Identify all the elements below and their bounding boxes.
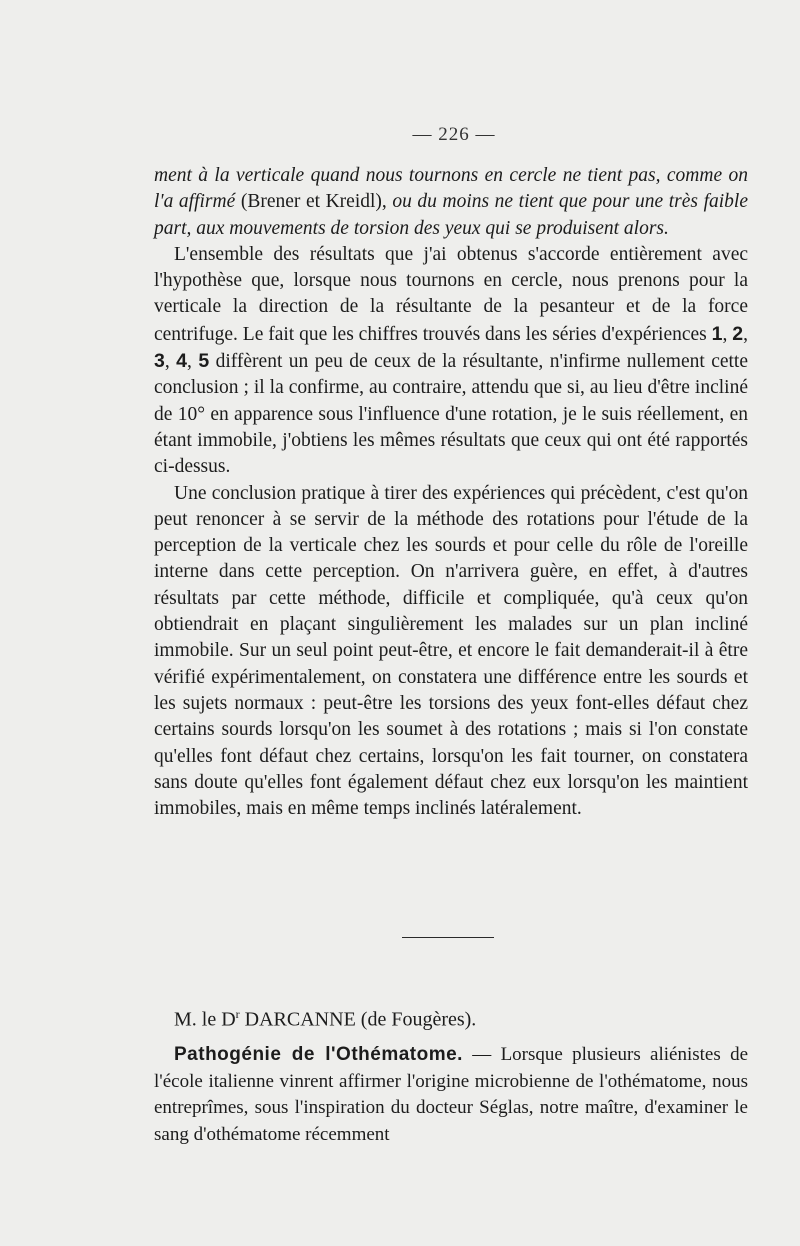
italic-text: ment à la verticale quand nous tournons en cercle ne tient pas, comme on l'a affirmé [154, 165, 748, 213]
section-divider [402, 937, 494, 938]
article-start [154, 1042, 748, 1148]
citation-text: (Brener et Kreidl), [235, 191, 393, 213]
separator: , [187, 351, 199, 373]
page-number: — 226 — [412, 124, 496, 145]
separator: , [743, 323, 748, 345]
paragraph-text: L'ensemble des résultats que j'ai obtenus s'accorde entièrement avec l'hypothèse que, lorsque nous tournons en cercle, nous prenons pour la verticale la direction de la résultante de la pesanteur et de la force centrifuge. Le fait que les chiffres trouvés dans les séries d'expériences [154, 243, 748, 345]
series-number: 3 [154, 350, 165, 373]
series-number: 5 [198, 350, 210, 373]
paragraph-text: diffèrent un peu de ceux de la résultante, n'infirme nullement cette conclusion ; il la confirme, au contraire, attendu que si, au lieu d'être incliné de 10° en apparence sous l'influence d'une rotation, je le suis réellement, en étant immobile, j'obtiens les mêmes résultats que ceux qui ont été rapportés ci-dessus. [154, 351, 748, 478]
series-number: 1 [711, 322, 723, 345]
separator: , [164, 351, 177, 373]
article-paragraph [154, 1042, 748, 1148]
body-text [154, 163, 748, 822]
article-title: Pathogénie de l'Othématome. [174, 1044, 463, 1065]
author-name: DARCANNE (de Fougères). [239, 1008, 477, 1031]
series-number: 2 [732, 322, 744, 345]
article-body: — Lorsque plusieurs aliénistes de l'école italienne vinrent affirmer l'origine microbienne de l'othématome, nous entreprîmes, sous l'inspiration du docteur Séglas, notre maître, d'examiner le sang d'othématome récemment [154, 1044, 748, 1145]
series-number: 4 [176, 350, 188, 373]
author-title-sup: r [235, 1007, 240, 1021]
italic-text: ou du moins ne tient que pour une très faible part, aux mouvements de torsion des yeux qui se produisent alors. [154, 191, 748, 239]
paragraph-conclusion: Une conclusion pratique à tirer des expériences qui précèdent, c'est qu'on peut renoncer à se servir de la méthode des rotations pour l'étude de la perception de la verticale chez les sourds et pour celle du rôle de l'oreille interne dans cette perception. On n'arrivera guère, en effet, à d'autres résultats par cette méthode, difficile et compliquée, qu'à ceux qu'on obtiendrait en plaçant singulièrement les malades sur un plan incliné immobile. Sur un seul point peut-être, et encore le fait demanderait-il à être vérifié expérimentalement, on constatera une différence entre les sourds et les sujets normaux : peut-être les torsions des yeux font-elles défaut chez certains sourds lorsqu'on les soumet à des rotations ; mais si l'on constate qu'elles font défaut chez certains, lorsqu'on les fait tourner, on constatera sans doute qu'elles font également défaut chez eux lorsqu'on les maintient immobiles, mais en même temps inclinés latéralement. [154, 482, 748, 820]
paragraph-continuation [154, 163, 748, 242]
author-prefix: M. le D [174, 1008, 236, 1031]
author-heading [174, 1007, 476, 1032]
paragraph-results [154, 242, 748, 481]
separator: , [722, 323, 733, 345]
